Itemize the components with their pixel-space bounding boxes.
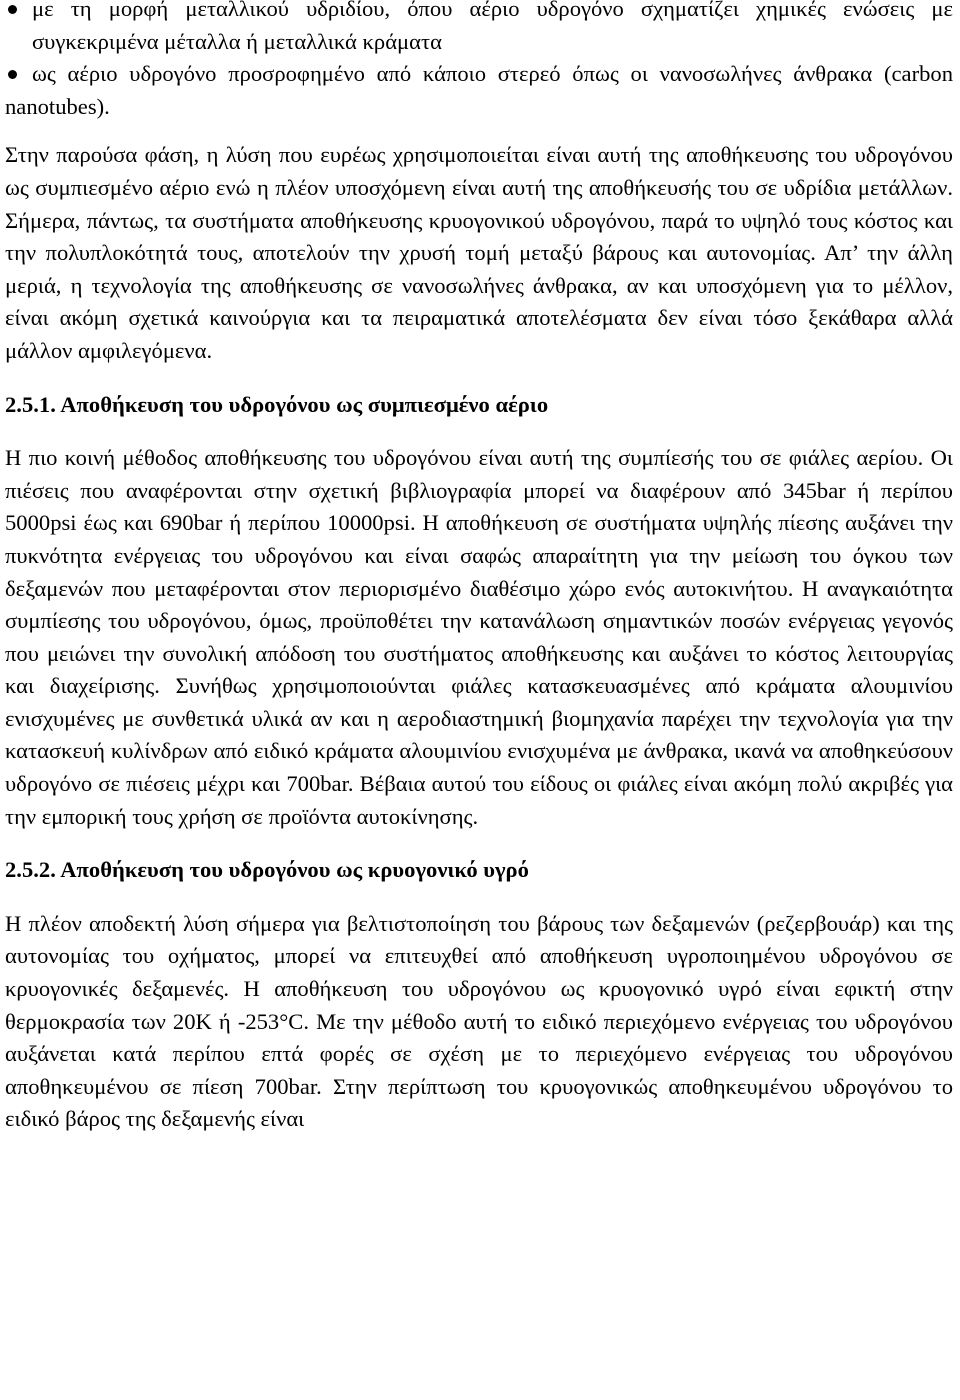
section-heading-compressed-gas: 2.5.1. Αποθήκευση του υδρογόνου ως συμπιεσμένο αέριο	[5, 391, 549, 417]
intro-paragraph: Στην παρούσα φάση, η λύση που ευρέως χρησιμοποιείται είναι αυτή της αποθήκευσης του υδρογόνου ως συμπιεσμένο αέριο ενώ η πλέον υποσχόμενη είναι αυτή της αποθήκευσής του σε υδρίδια μετάλλων. Σήμερα, πάντως, τα συστήματα αποθήκευσης κρυογονικού υδρογόνου, παρά το υψηλό τους κόστος και την πολυπλοκότητά τους, αποτελούν την χρυσή τομή μεταξύ βάρους και αυτονομίας. Απ’ την άλλη μεριά, η τεχνολογία της αποθήκευσης σε νανοσωλήνες άνθρακα, αν και υποσχόμενη για το μέλλον, είναι ακόμη σχετικά καινούργια και τα πειραματικά αποτελέσματα δεν είναι τόσο ξεκάθαρα αλλά μάλλον αμφιλεγόμενα.	[5, 142, 953, 363]
spacer	[5, 368, 953, 389]
bullet-icon	[8, 5, 17, 14]
spacer	[5, 123, 953, 139]
section-body-compressed-gas: Η πιο κοινή μέθοδος αποθήκευσης του υδρογόνου είναι αυτή της συμπίεσής του σε φιάλες αερίου. Οι πιέσεις που αναφέρονται στην σχετική βιβλιογραφία μπορεί να διαφέρουν από 345bar ή περίπου 5000psi έως και 690bar ή περίπου 10000psi. Η αποθήκευση σε συστήματα υψηλής πίεσης αυξάνει την πυκνότητα ενέργειας του υδρογόνου και είναι σαφώς απαραίτητη για την μείωση του όγκου των δεξαμενών που μεταφέρονται στον περιορισμένο διαθέσιμο χώρο ενός αυτοκινήτου. Η αναγκαιότητα συμπίεσης του υδρογόνου, όμως, προϋποθέτει την κατανάλωση σημαντικών ποσών ενέργειας γεγονός που μειώνει την συνολική απόδοση του συστήματος αποθήκευσης και αυξάνει το κόστος λειτουργίας και διαχείρισης. Συνήθως χρησιμοποιούνται φιάλες κατασκευασμένες από κράματα αλουμινίου ενισχυμένες με συνθετικά υλικά αν και η αεροδιαστημική βιομηχανία παρέχει την τεχνολογία για την κατασκευή κυλίνδρων από ειδικό κράματα αλουμινίου ενισχυμένα με άνθρακα, ικανά να αποθηκεύσουν υδρογόνο σε πιέσεις μέχρι και 700bar. Βέβαια αυτού του είδους οι φιάλες είναι ακόμη πολύ ακριβές για την εμπορική τους χρήση σε προϊόντα αυτοκίνησης.	[5, 445, 953, 829]
spacer	[5, 887, 953, 908]
section-heading-cryogenic-liquid: 2.5.2. Αποθήκευση του υδρογόνου ως κρυογονικό υγρό	[5, 857, 529, 883]
list-item-text: ως αέριο υδρογόνο προσροφημένο από κάποιο στερεό όπως οι νανοσωλήνες άνθρακα (carbon nanotubes).	[5, 61, 953, 119]
storage-methods-list	[5, 0, 953, 123]
section-body-cryogenic-liquid: Η πλέον αποδεκτή λύση σήμερα για βελτιστοποίηση του βάρους των δεξαμενών (ρεζερβουάρ) και της αυτονομίας του οχήματος, μπορεί να επιτευχθεί από αποθήκευση υγροποιημένου υδρογόνου σε κρυογονικές δεξαμενές. Η αποθήκευση του υδρογόνου ως κρυογονικό υγρό είναι εφικτή στην θερμοκρασία των 20K ή -253°C. Με την μέθοδο αυτή το ειδικό περιεχόμενο ενέργειας του υδρογόνου αυξάνεται κατά περίπου επτά φορές σε σχέση με το περιεχόμενο ενέργειας του υδρογόνου αποθηκευμένου σε πίεση 700bar. Στην περίπτωση του κρυογονικώς αποθηκευμένου υδρογόνου το ειδικό βάρος της δεξαμενής είναι	[5, 910, 953, 1132]
spacer	[5, 421, 953, 442]
bullet-icon	[8, 70, 17, 79]
list-item-text: με τη μορφή μεταλλικού υδριδίου, όπου αέριο υδρογόνο σχηματίζει χημικές ενώσεις με συγκεκριμένα μέταλλα ή μεταλλικά κράματα	[32, 0, 953, 54]
list-item	[5, 0, 953, 58]
spacer	[5, 833, 953, 854]
list-item	[5, 58, 953, 123]
